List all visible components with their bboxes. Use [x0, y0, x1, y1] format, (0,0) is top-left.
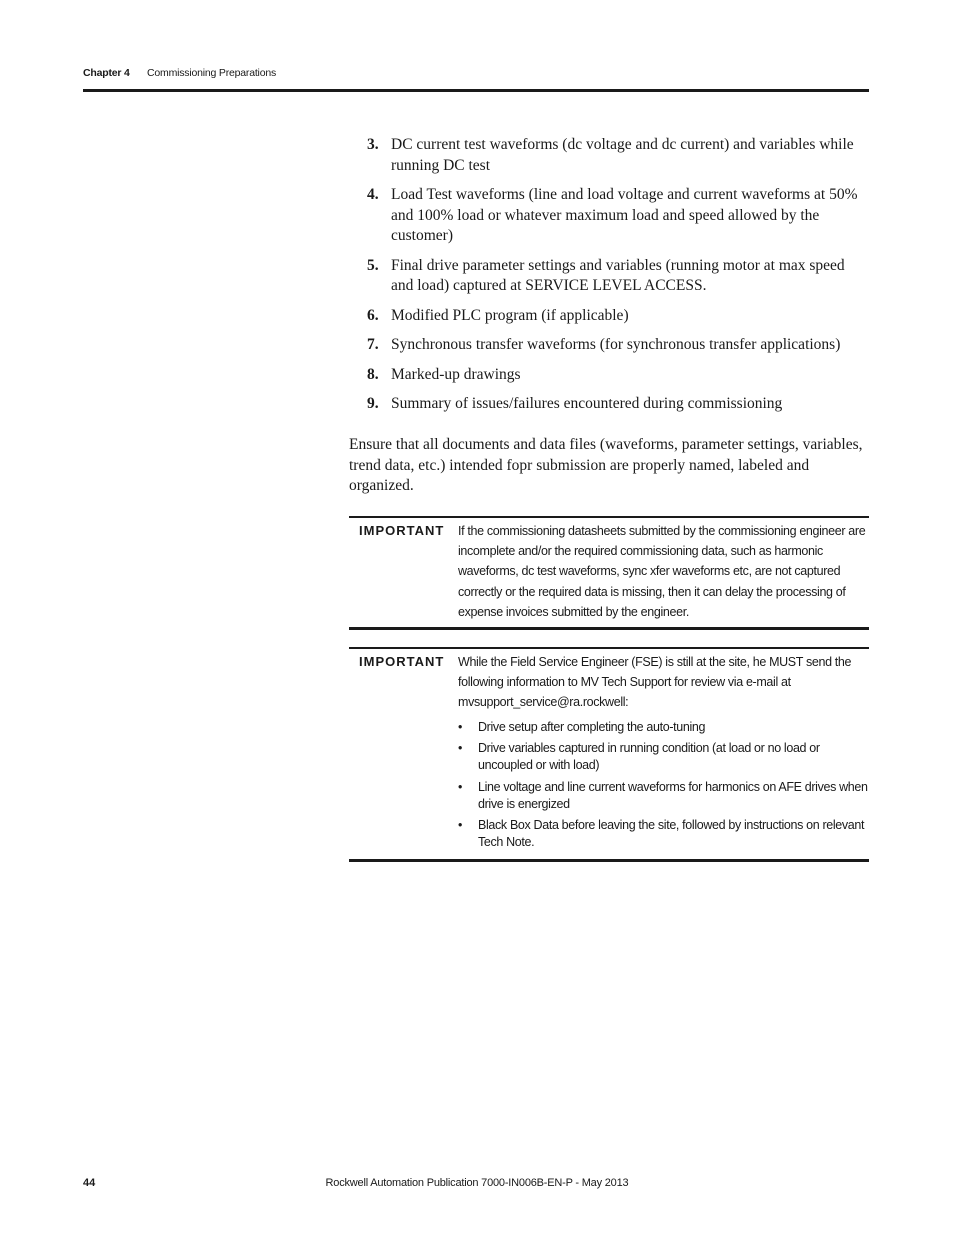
- bullet-icon: •: [458, 719, 463, 734]
- publication-info: Rockwell Automation Publication 7000-IN006B-EN-P - May 2013: [325, 1177, 629, 1189]
- list-item: [349, 135, 869, 176]
- bullet-item: [458, 817, 870, 851]
- important-message: While the Field Service Engineer (FSE) is still at the site, he MUST send the following information to MV Tech Support for review via e-mail at mvsupport_service@ra.rockwell:: [458, 655, 852, 710]
- bullet-text: Drive setup after completing the auto-tuning: [478, 719, 706, 734]
- list-item-number: 3.: [367, 136, 379, 153]
- list-item-number: 6.: [367, 306, 379, 324]
- list-item-text: DC current test waveforms (dc voltage and dc current) and variables while running DC test: [391, 136, 854, 174]
- bullet-text: Drive variables captured in running condition (at load or no load or uncoupled or with load): [478, 741, 820, 773]
- chapter-title: Commissioning Preparations: [147, 67, 277, 79]
- important-message: If the commissioning datasheets submitted by the commissioning engineer are incomplete and/or the required commissioning data, such as harmonic waveforms, dc test waveforms, sync xfer waveforms etc, are not captured correctly or the required data is missing, then it can delay the processing of expense invoices submitted by the engineer.: [458, 524, 866, 619]
- list-item-number: 9.: [367, 395, 379, 412]
- header-rule: [83, 89, 869, 92]
- list-item-number: 5.: [367, 256, 379, 274]
- list-item-number: 4.: [367, 186, 379, 203]
- page-number: 44: [83, 1177, 96, 1189]
- list-item-text: Synchronous transfer waveforms (for synchronous transfer applications): [391, 336, 841, 353]
- list-item-number: 8.: [367, 365, 379, 383]
- list-item: [349, 306, 869, 327]
- body-paragraph: Ensure that all documents and data files (waveforms, parameter settings, variables, trend data, etc.) intended fopr submission are properly named, labeled and organized.: [349, 436, 863, 494]
- bullet-icon: •: [458, 818, 463, 833]
- list-item: [349, 256, 869, 297]
- bullet-text: Black Box Data before leaving the site, followed by instructions on relevant Tech Note.: [478, 818, 865, 850]
- list-item-number: 7.: [367, 336, 379, 353]
- list-item-text: Load Test waveforms (line and load voltage and current waveforms at 50% and 100% load or whatever maximum load and speed allowed by the customer): [391, 186, 858, 244]
- list-item: [349, 335, 869, 356]
- list-item-text: Final drive parameter settings and variables (running motor at max speed and load) captured at SERVICE LEVEL ACCESS.: [391, 256, 845, 294]
- list-item-text: Marked-up drawings: [391, 365, 521, 383]
- list-item: [349, 365, 869, 386]
- list-item-text: Modified PLC program (if applicable): [391, 306, 629, 324]
- important-text: [458, 652, 870, 856]
- list-item: [349, 394, 869, 415]
- bullet-text: Line voltage and line current waveforms for harmonics on AFE drives when drive is energized: [478, 779, 868, 811]
- bullet-icon: •: [458, 741, 463, 756]
- important-text: [458, 521, 870, 622]
- chapter-label: Chapter 4: [83, 67, 130, 79]
- page-header: [83, 66, 869, 90]
- bullet-item: [458, 779, 870, 813]
- deliverables-list: [349, 135, 869, 424]
- important-notice: [349, 516, 869, 630]
- bullet-list: [458, 719, 870, 852]
- important-notice: [349, 647, 869, 862]
- list-item-text: Summary of issues/failures encountered during commissioning: [391, 395, 783, 412]
- bullet-item: [458, 740, 870, 774]
- bullet-item: [458, 719, 870, 736]
- important-label: IMPORTANT: [359, 654, 445, 669]
- bullet-icon: •: [458, 779, 463, 794]
- list-item: [349, 185, 869, 247]
- important-label: IMPORTANT: [359, 523, 445, 538]
